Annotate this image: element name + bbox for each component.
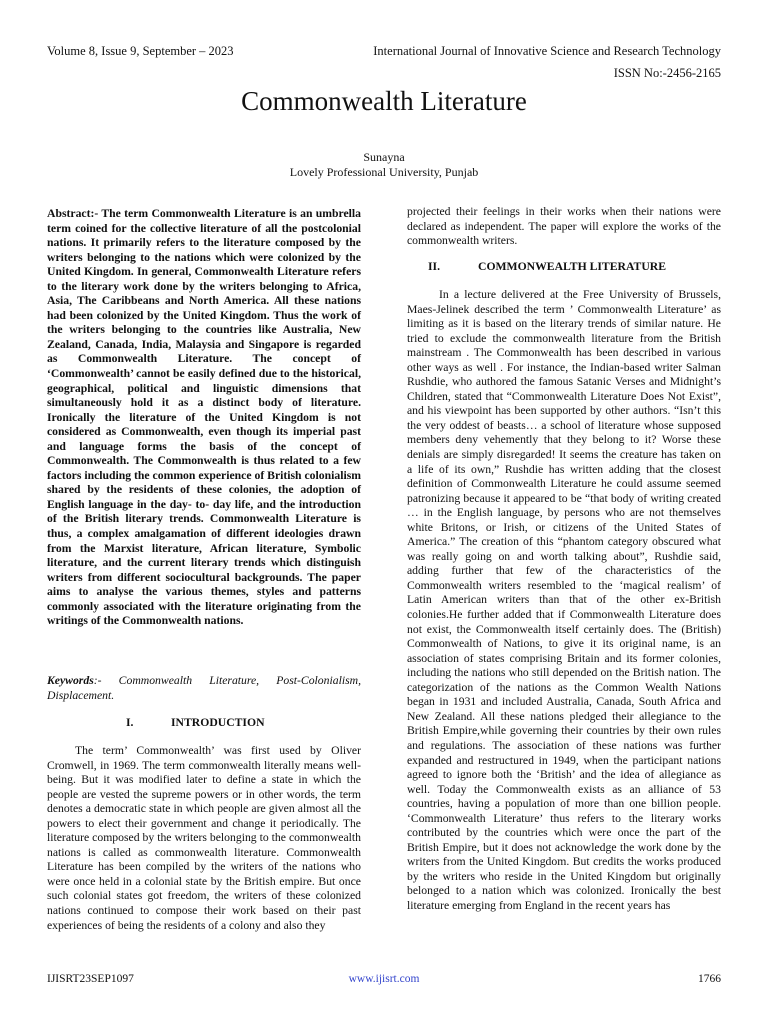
header-journal: International Journal of Innovative Science and Research Technology (373, 44, 721, 58)
keywords (47, 674, 361, 703)
author-name: Sunayna (363, 150, 405, 164)
footer-website-link[interactable]: www.ijisrt.com (348, 973, 420, 985)
abstract-label: Abstract:- (47, 207, 99, 220)
section-1-body: The term’ Commonwealth’ was first used by Oliver Cromwell, in 1969. The term commonwealth literally means well-being. But it was modified later to define a state in which the people are vested the supreme powers or in other words, the term denotes a democratic state in which people are given almost all the powers to elect their government and change it periodically. The literature composed by the writers belonging to the commonwealth nations is called as commonwealth literature. Commonwealth Literature has been compiled by the writers of the nations who were once held in a colonial state by the British empire. But once such colonial states got freedom, the writers of these colonized nations continued to compose their work based on their past experiences of being the residents of a colony and also they (47, 744, 361, 932)
author-affiliation: Lovely Professional University, Punjab (289, 165, 479, 179)
abstract (47, 207, 361, 629)
section-2-heading (428, 260, 666, 273)
section-1-title: INTRODUCTION (171, 716, 265, 729)
footer-code: IJISRT23SEP1097 (47, 973, 134, 985)
right-column-intro-continued: projected their feelings in their works when their nations were declared as independent. The paper will explore the works of the commonwealth writers. (407, 205, 721, 248)
header-volume: Volume 8, Issue 9, September – 2023 (47, 44, 234, 58)
section-2-title: COMMONWEALTH LITERATURE (478, 260, 666, 273)
footer-page-number: 1766 (698, 973, 721, 985)
abstract-text: The term Commonwealth Literature is an umbrella term coined for the collective literature of all the postcolonial nations. It primarily refers to the literature composed by the writers belonging to the nations which were colonized by the United Kingdom. In general, Commonwealth Literature refers to the literary work done by the writers belonging to Africa, Asia, The Caribbeans and North America. All these nations had been colonized by the United Kingdom. Thus the work of the writers belonging to the countries like Australia, New Zealand, Canada, India, Malaysia and Singapore is regarded as Commonwealth Literature. The concept of ‘Commonwealth’ cannot be easily defined due to the historical, geographical, political and linguistic dimensions that simultaneously hold it as a distinct body of literature. Ironically the literature of the United Kingdom is not considered as Commonwealth, even though its imperial past and language forms the basis of the concept of Commonwealth. The Commonwealth is thus related to a few factors including the common experience of British colonialism shared by the residents of these colonies, the adoption of English language in the day- to- day life, and the introduction of the British literary trends. Commonwealth Literature is thus, a complex amalgamation of different ideologies drawn from the Marxist literature, African literature, Symbolic literature, and the current literary trends which distinguish writers from different sociocultural backgrounds. The paper aims to analyse the various themes, styles and patterns commonly associated with the literature originating from the writings of the Commonwealth nations. (47, 207, 361, 628)
section-1-heading (126, 716, 265, 729)
section-1-number: I. (126, 716, 134, 729)
section-2-body: In a lecture delivered at the Free University of Brussels, Maes-Jelinek described the term ’ Commonwealth Literature’ as limiting as it is based on the literary trends of similar nature. He tried to exclude the commonwealth literature from the British mainstream . The Commonwealth has been described in various other ways as well . For instance, the Indian-based writer Salman Rushdie, who authored the famous Satanic Verses and Midnight’s Children, stated that “Commonwealth Literature Does Not Exist”, and his viewpoint has been supported by other authors. “Isn’t this the very oddest of beasts… a school of literature whose supposed members deny vehemently that they belong to it? Worse these denials are simply disregarded! It seems the creature has taken on a life of its own,” Rushdie has written adding that the closest definition of Commonwealth Literature he could assume seemed patronizing because it appeared to be “that body of writing created … in the English language, by persons who are not themselves white Britons, or Irish, or citizens of the United States of America.” The creation of this “phantom category obscured what was really going on and worth talking about”, Rushdie said, adding further that few of the characteristics of the Commonwealth writers resembled to the ‘magical realism’ of Latin American writers than that of the other ex-British colonies.He further added that if Commonwealth Literature does not exist, the Commonwealth itself certainly does. The (British) Commonwealth of Nations, to give it its original name, is an association of states comprising Britain and its former colonies, including the nations who still depended on the British nation. The categorization of the nations as the Common Wealth Nations began in 1931 and included Australia, Canada, South Africa and New Zealand. All these nations pledged their allegiance to the British Empire,while governing their countries by their own rules and regulations. The association of these nations was further expanded and restructured in 1949, when the participant nations agreed to ignore both the ‘British’ and the idea of allegiance as well. Today the Commonwealth exists as an alliance of 53 countries, having a population of more than one billion people. ‘Commonwealth Literature’ thus refers to the literary works contributed by the countries which were once the part of the British Empire, but it does not acknowledge the work done by the writers from the United Kingdom. But credits the works produced by the writers who reside in the United Kingdom but originally belonged to a nation which was colonized. Ironically the best literature emerging from England in the recent years has (407, 288, 721, 912)
keywords-label: Keywords (47, 674, 94, 687)
keywords-text: :- Commonwealth Literature, Post-Colonialism, Displacement. (47, 674, 361, 702)
header-issn: ISSN No:-2456-2165 (613, 66, 721, 80)
section-2-number: II. (428, 260, 441, 273)
page-title: Commonwealth Literature (241, 86, 527, 116)
